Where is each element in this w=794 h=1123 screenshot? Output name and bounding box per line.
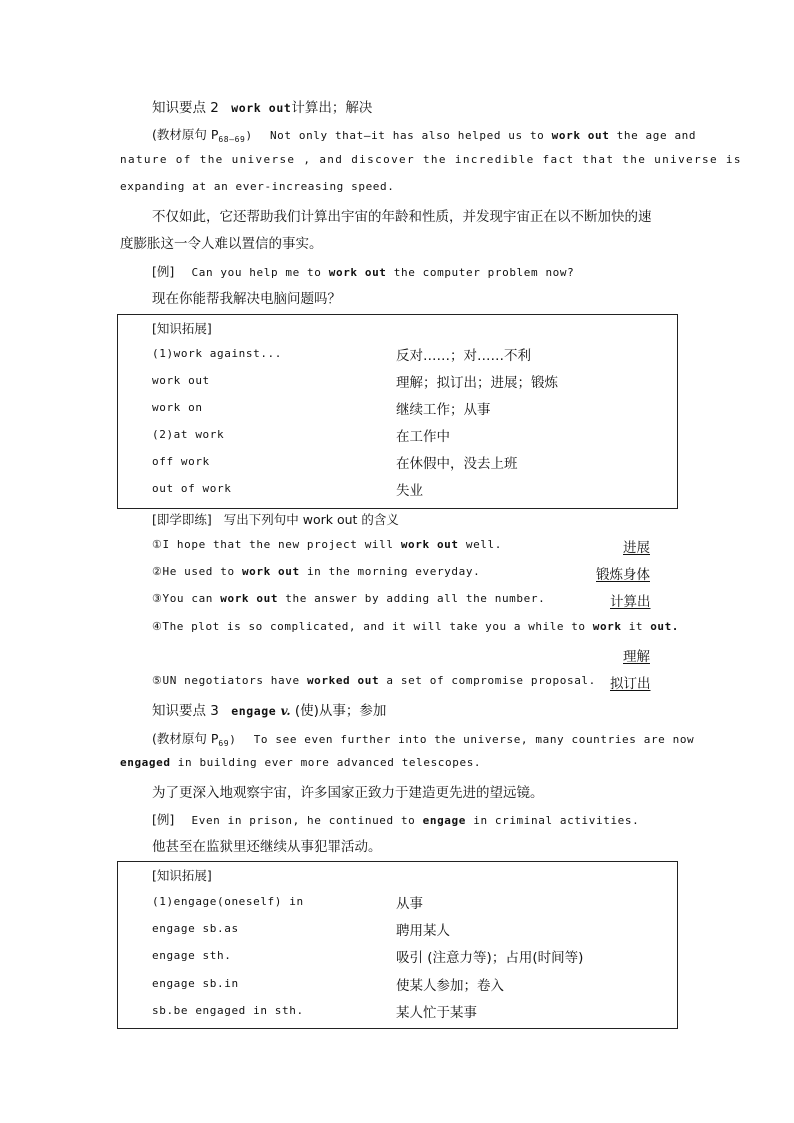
practice-item — [152, 674, 596, 687]
extension-row-zh: 在工作中 — [396, 429, 450, 445]
kp2-example-pre: Can you help me to — [191, 266, 322, 279]
kp2-example-post: the computer problem now? — [393, 266, 575, 279]
kp3-sentence-line2-post: in building ever more advanced telescopes. — [177, 756, 482, 769]
kp3-extension-box — [117, 861, 678, 1029]
kp2-sentence-line2: nature of the universe , and discover the incredible fact that the universe is — [120, 153, 742, 166]
extension-row-zh: 使某人参加；卷入 — [396, 978, 504, 994]
practice-item — [152, 565, 480, 578]
kp2-example-term: work out — [328, 266, 387, 279]
kp3-source-pages: 69 — [218, 739, 230, 748]
extension-row-en: (1)work against... — [152, 347, 283, 360]
kp3-extension-title: [知识拓展] — [152, 868, 212, 883]
extension-row-en: work on — [152, 401, 203, 414]
kp2-extension-title: [知识拓展] — [152, 321, 212, 336]
practice-item-answer: 进展 — [623, 540, 650, 556]
kp2-translation-line2: 度膨胀这一令人难以置信的事实。 — [120, 236, 323, 252]
practice-item-num: ⑤ — [152, 674, 163, 687]
extension-row-zh: 吸引 (注意力等)；占用(时间等) — [396, 950, 584, 966]
kp2-heading-prefix: 知识要点 2 — [152, 100, 219, 116]
extension-row-zh: 聘用某人 — [396, 923, 450, 939]
kp3-sentence-term: engaged — [120, 756, 171, 769]
practice-item-term: work out — [241, 565, 300, 578]
practice-item-pre: UN negotiators have — [162, 674, 300, 687]
practice-item-answer: 锻炼身体 — [596, 567, 650, 583]
kp2-heading-meaning: 计算出；解决 — [291, 100, 373, 116]
extension-row-zh: 失业 — [396, 483, 423, 499]
kp2-sentence-line3: expanding at an ever-increasing speed. — [120, 180, 395, 193]
practice-item-post: well. — [465, 538, 502, 551]
practice-item — [152, 592, 545, 605]
practice-item-num: ④ — [152, 620, 163, 633]
kp3-heading — [152, 699, 386, 719]
kp2-source-close: ) — [245, 129, 253, 142]
practice-item-answer: 理解 — [623, 649, 650, 665]
kp3-sentence-line1: To see even further into the universe, many countries are now — [253, 733, 695, 746]
practice-item-pre: He used to — [162, 565, 235, 578]
practice-item-term: work out — [220, 592, 279, 605]
kp3-source-label: (教材原句 P — [152, 731, 219, 746]
practice-item-pre: I hope that the new project will — [162, 538, 394, 551]
extension-row-zh: 反对……；对……不利 — [396, 348, 531, 364]
kp3-heading-meaning: (使)从事；参加 — [294, 703, 387, 719]
practice-item-num: ② — [152, 565, 163, 578]
kp2-example-translation: 现在你能帮我解决电脑问题吗？ — [152, 291, 341, 307]
practice-item-num: ① — [152, 538, 163, 551]
practice-item-answer: 拟订出 — [610, 676, 651, 692]
kp3-heading-prefix: 知识要点 3 — [152, 703, 219, 719]
extension-row-en: (1)engage(oneself) in — [152, 895, 304, 908]
extension-row-en: work out — [152, 374, 210, 387]
kp2-sentence-post: the age and — [616, 129, 697, 142]
extension-row-en: (2)at work — [152, 428, 225, 441]
kp2-heading-term: work out — [231, 101, 292, 115]
kp3-translation: 为了更深入地观察宇宙，许多国家正致力于建造更先进的望远镜。 — [152, 785, 544, 801]
practice-item-num: ③ — [152, 592, 163, 605]
kp2-source-sentence — [152, 125, 696, 144]
kp2-source-label: (教材原句 P — [152, 127, 219, 142]
kp3-example-translation: 他甚至在监狱里还继续从事犯罪活动。 — [152, 839, 382, 855]
kp2-practice-label: [即学即练] — [152, 512, 212, 527]
kp3-source-close: ) — [229, 733, 237, 746]
kp3-example-pre: Even in prison, he continued to — [191, 814, 416, 827]
kp3-example-term: engage — [422, 814, 466, 827]
practice-item — [152, 620, 679, 633]
practice-item-pre: The plot is so complicated, and it will take you a while to — [162, 620, 586, 633]
practice-item-term: work — [592, 620, 622, 633]
kp2-example — [152, 262, 574, 280]
extension-row-en: engage sb.as — [152, 922, 239, 935]
extension-row-zh: 理解；拟订出；进展；锻炼 — [396, 375, 558, 391]
practice-item-post: the answer by adding all the number. — [285, 592, 546, 605]
kp2-sentence-term: work out — [551, 129, 610, 142]
kp3-heading-pos: v. — [280, 704, 291, 718]
extension-row-en: off work — [152, 455, 210, 468]
extension-row-zh: 某人忙于某事 — [396, 1005, 477, 1021]
practice-item-answer: 计算出 — [610, 594, 651, 610]
practice-item-term2: out. — [650, 620, 679, 633]
kp3-sentence-line2 — [120, 756, 481, 769]
practice-item-pre: You can — [162, 592, 214, 605]
kp2-practice-instruction: 写出下列句中 work out 的含义 — [223, 512, 399, 527]
kp2-example-label: [例] — [152, 264, 175, 279]
kp3-source-sentence — [152, 729, 694, 748]
kp3-example — [152, 810, 639, 828]
extension-row-zh: 在休假中，没去上班 — [396, 456, 518, 472]
extension-row-zh: 从事 — [396, 896, 423, 912]
extension-row-en: sb.be engaged in sth. — [152, 1004, 304, 1017]
kp2-heading — [152, 96, 372, 116]
extension-row-zh: 继续工作；从事 — [396, 402, 491, 418]
practice-item-mid: it — [628, 620, 644, 633]
extension-row-en: engage sb.in — [152, 977, 239, 990]
practice-item-term: work out — [400, 538, 459, 551]
kp2-practice-header — [152, 510, 399, 528]
kp2-sentence-pre: Not only that—it has also helped us to — [269, 129, 545, 142]
kp2-source-pages: 68—69 — [218, 135, 246, 144]
kp2-extension-box — [117, 314, 678, 509]
kp3-example-post: in criminal activities. — [473, 814, 640, 827]
kp3-example-label: [例] — [152, 812, 175, 827]
practice-item-post: a set of compromise proposal. — [386, 674, 596, 687]
practice-item-term: worked out — [306, 674, 380, 687]
kp3-heading-term: engage — [231, 704, 277, 718]
practice-item-post: in the morning everyday. — [306, 565, 481, 578]
kp2-translation-line1: 不仅如此，它还帮助我们计算出宇宙的年龄和性质，并发现宇宙正在以不断加快的速 — [152, 209, 652, 225]
practice-item — [152, 538, 502, 551]
extension-row-en: engage sth. — [152, 949, 232, 962]
extension-row-en: out of work — [152, 482, 232, 495]
